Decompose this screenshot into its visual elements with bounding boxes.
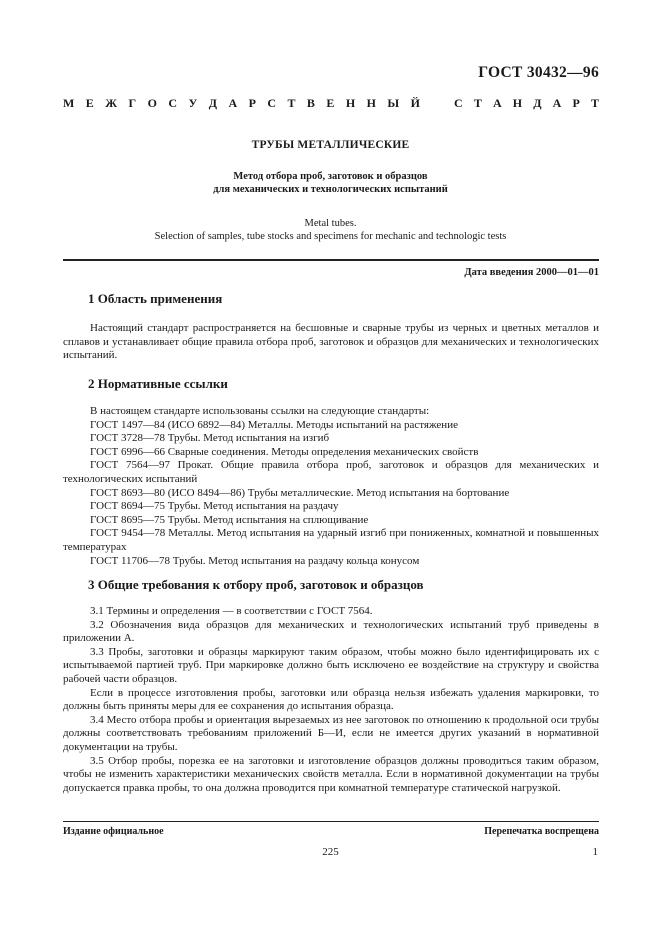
banner-letter: А bbox=[552, 96, 562, 110]
document-subtitle bbox=[0, 170, 661, 196]
banner-letter: Н bbox=[512, 96, 523, 110]
banner-letter: В bbox=[306, 96, 315, 110]
footer-divider bbox=[63, 821, 599, 822]
banner-word-interstate bbox=[63, 96, 420, 111]
reference-item: ГОСТ 8694—75 Трубы. Метод испытания на раздачу bbox=[90, 500, 339, 513]
english-title bbox=[0, 217, 661, 243]
banner-letter: М bbox=[63, 96, 75, 110]
banner-letter: Т bbox=[590, 96, 599, 110]
reference-item: ГОСТ 8695—75 Трубы. Метод испытания на сплющивание bbox=[90, 513, 369, 526]
banner-letter: Т bbox=[287, 96, 296, 110]
clause-3-5: 3.5 Отбор пробы, порезка ее на заготовки и изготовление образцов должны проводиться таким образом, чтобы не изменить характеристики механических свойств металла. Если в нормативной документации на трубы допускается правка пробы, то она должна проводится при комнатной температуре статической нагрузкой. bbox=[63, 754, 599, 794]
subtitle-line-1: Метод отбора проб, заготовок и образцов bbox=[233, 171, 428, 182]
banner-letter: С bbox=[267, 96, 277, 110]
english-title-line-1: Metal tubes. bbox=[304, 218, 357, 229]
clause-3-1: 3.1 Термины и определения — в соответствии с ГОСТ 7564. bbox=[90, 605, 373, 617]
introduction-date: Дата введения 2000—01—01 bbox=[464, 267, 599, 278]
banner-letter: Д bbox=[208, 96, 218, 110]
banner-letter: Е bbox=[326, 96, 335, 110]
english-title-line-2: Selection of samples, tube stocks and specimens for mechanic and technologic tests bbox=[154, 231, 507, 242]
reference-item: ГОСТ 1497—84 (ИСО 6892—84) Металлы. Методы испытаний на растяжение bbox=[90, 418, 458, 431]
standard-banner bbox=[63, 96, 599, 111]
reference-item: ГОСТ 11706—78 Трубы. Метод испытания на раздачу кольца конусом bbox=[90, 554, 420, 567]
reference-item: ГОСТ 7564—97 Прокат. Общие правила отбора проб, заготовок и образцов для механических и технологических испытаний bbox=[63, 459, 599, 485]
reference-item: ГОСТ 6996—66 Сварные соединения. Методы определения механических свойств bbox=[90, 445, 479, 458]
sheet-number: 1 bbox=[592, 846, 598, 858]
banner-letter: Н bbox=[366, 96, 376, 110]
banner-letter: Н bbox=[345, 96, 356, 110]
banner-letter: Д bbox=[533, 96, 542, 110]
banner-letter: А bbox=[228, 96, 238, 110]
banner-letter: Е bbox=[85, 96, 94, 110]
clause-3-4: 3.4 Место отбора пробы и ориентация вырезаемых из нее заготовок по отношению к продольной оси трубы должны соответствовать требованиям приложений Б—И, если не имеется других указаний в нормативной документации на трубы. bbox=[63, 713, 599, 753]
reference-item: ГОСТ 9454—78 Металлы. Метод испытания на ударный изгиб при пониженных, комнатной и повышенных температурах bbox=[63, 527, 599, 553]
banner-letter: Г bbox=[128, 96, 137, 110]
clause-3-3-continued: Если в процессе изготовления пробы, заготовки или образца нельзя избежать удаления маркировки, то должны быть приняты меры для ее сохранения до испытания образца. bbox=[63, 686, 599, 713]
banner-letter: Й bbox=[410, 96, 420, 110]
reference-item: ГОСТ 8693—80 (ИСО 8494—86) Трубы металлические. Метод испытания на бортование bbox=[90, 486, 510, 499]
clause-3-3: 3.3 Пробы, заготовки и образцы маркируют таким образом, чтобы можно было идентифицировать их с испытываемой партией труб. При маркировке должно быть исключено ее воздействие на структуру и свойства рабочей части образцов. bbox=[63, 645, 599, 685]
section-1-text: Настоящий стандарт распространяется на бесшовные и сварные трубы из черных и цветных металлов и сплавов и устанавливает общие правила отбора проб, заготовок и образцов для механических и технологических испытаний. bbox=[63, 322, 599, 362]
section-2-heading: 2 Нормативные ссылки bbox=[88, 376, 228, 391]
banner-letter: Р bbox=[572, 96, 580, 110]
edition-label: Издание официальное bbox=[63, 826, 164, 837]
section-3-heading: 3 Общие требования к отбору проб, заготовок и образцов bbox=[88, 577, 424, 592]
banner-letter: Ж bbox=[105, 96, 118, 110]
banner-letter: У bbox=[188, 96, 198, 110]
reference-item: ГОСТ 3728—78 Трубы. Метод испытания на изгиб bbox=[90, 432, 330, 445]
section-1-heading: 1 Область применения bbox=[88, 291, 223, 306]
banner-letter: С bbox=[168, 96, 178, 110]
clause-3-2: 3.2 Обозначения вида образцов для механических и технологических испытаний труб приведены в приложении А. bbox=[63, 618, 599, 645]
title-divider bbox=[63, 259, 599, 261]
page-number: 225 bbox=[322, 846, 339, 858]
subtitle-line-2: для механических и технологических испытаний bbox=[213, 184, 448, 195]
banner-letter: Т bbox=[473, 96, 482, 110]
banner-letter: Ы bbox=[387, 96, 400, 110]
document-title: ТРУБЫ МЕТАЛЛИЧЕСКИЕ bbox=[251, 139, 410, 151]
banner-letter: С bbox=[454, 96, 463, 110]
banner-letter: Р bbox=[248, 96, 256, 110]
banner-letter: А bbox=[492, 96, 502, 110]
reprint-notice: Перепечатка воспрещена bbox=[484, 826, 599, 837]
banner-word-standard bbox=[454, 96, 599, 111]
banner-letter: О bbox=[147, 96, 157, 110]
document-code: ГОСТ 30432—96 bbox=[478, 64, 599, 81]
references-intro: В настоящем стандарте использованы ссылки на следующие стандарты: bbox=[90, 405, 430, 417]
